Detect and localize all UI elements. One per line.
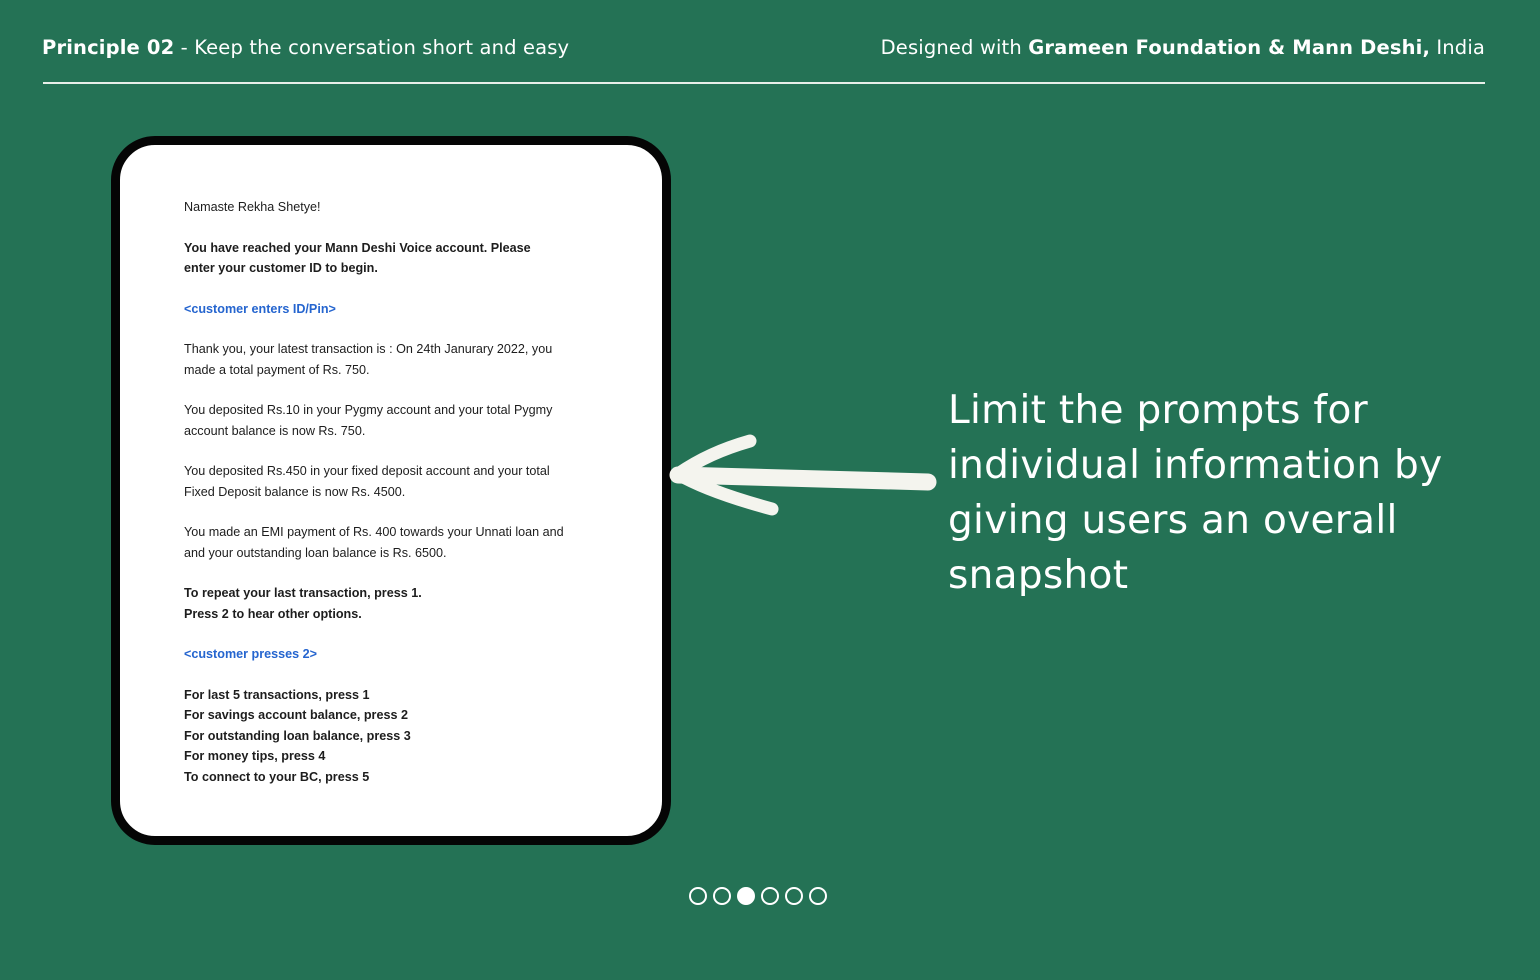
credit-partners: Grameen Foundation & Mann Deshi, [1028,36,1431,59]
principle-description: - Keep the conversation short and easy [174,36,570,59]
script-repeat-prompt [184,583,564,624]
pagination-dot-2[interactable] [713,887,731,905]
callout-text: Limit the prompts for individual information by giving users an overall snapshot [948,388,1443,598]
script-option: For last 5 transactions, press 1 [184,687,370,702]
header-divider [43,82,1485,84]
script-fixed-deposit: You deposited Rs.450 in your fixed deposit account and your total Fixed Deposit balance is now Rs. 4500. [184,464,550,499]
script-cue-press-2: <customer presses 2> [184,647,318,661]
pagination-dots [689,887,827,905]
voice-script [184,197,564,807]
principle-title [42,34,569,62]
script-pygmy-deposit: You deposited Rs.10 in your Pygmy account and your total Pygmy account balance is now Rs. 750. [184,403,553,438]
pagination-dot-4[interactable] [761,887,779,905]
pagination-dot-5[interactable] [785,887,803,905]
pagination-dot-3-active[interactable] [737,887,755,905]
script-greeting: Namaste Rekha Shetye! [184,200,321,214]
script-repeat-line-2: Press 2 to hear other options. [184,606,362,621]
script-option: For money tips, press 4 [184,749,326,763]
pagination-dot-1[interactable] [689,887,707,905]
script-cue-enter-id: <customer enters ID/Pin> [184,301,336,316]
script-option: For outstanding loan balance, press 3 [184,728,411,743]
script-options-menu [184,685,564,788]
script-repeat-line-1: To repeat your last transaction, press 1. [184,586,422,600]
credit-prefix: Designed with [880,36,1029,59]
pagination-dot-6[interactable] [809,887,827,905]
phone-frame [111,136,671,845]
script-latest-transaction: Thank you, your latest transaction is : On 24th Janurary 2022, you made a total payment of Rs. 750. [184,342,553,377]
script-option: For savings account balance, press 2 [184,708,408,722]
principle-number: Principle 02 [42,36,175,59]
script-intro: You have reached your Mann Deshi Voice account. Please enter your customer ID to begin. [184,240,531,275]
arrow-icon [660,425,950,525]
script-emi-payment: You made an EMI payment of Rs. 400 towards your Unnati loan and and your outstanding loan balance is Rs. 6500. [184,525,564,560]
credit-country: India [1430,36,1485,59]
design-credit [881,34,1485,62]
script-option: To connect to your BC, press 5 [184,769,370,784]
header [42,34,1485,64]
